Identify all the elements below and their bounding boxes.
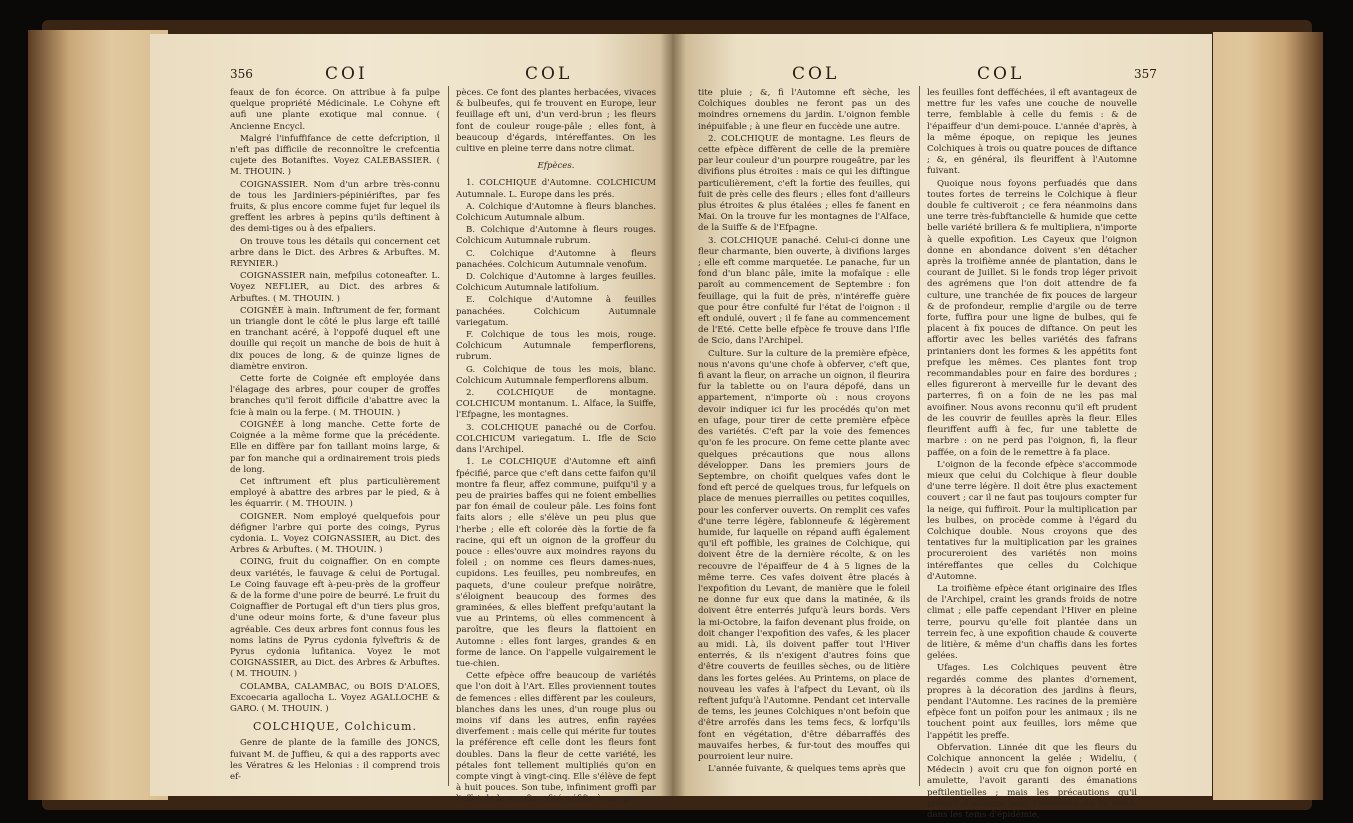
species-item: 1. COLCHIQUE d'Automne. COLCHICUM Autumnale. L. Europe dans les prés. — [456, 178, 656, 200]
right-page — [672, 34, 1212, 820]
column-rule — [448, 86, 449, 786]
species-item: E. Colchique d'Automne à feuilles panachées. Colchicum Autumnale variegatum. — [456, 295, 656, 328]
left-page-edges — [28, 30, 168, 800]
entry-paragraph: L'année fuivante, & quelques tems après que — [708, 764, 906, 775]
column-rule — [919, 86, 920, 786]
right-page-number: 357 — [1134, 67, 1157, 81]
left-page — [150, 34, 672, 805]
left-column-1 — [230, 88, 440, 784]
entry-paragraph: COIGNÉE à long manche. Cette forte de Coignée a la même forme que la précédente. Elle en diffère par fon taillant moins large, & par fon manche qui a ordinairement trois pieds de long. — [230, 419, 440, 475]
species-item: 3. COLCHIQUE panaché ou de Corfou. COLCHICUM variegatum. L. Ifle de Scio dans l'Archipel. — [456, 422, 656, 456]
entry-paragraph: COIGNASSIER nain, mefpilus cotoneafter. L. Voyez NEFLIER, au Dict. des arbres & Arbuftes. ( M. THOUIN. ) — [230, 271, 440, 304]
entry-paragraph: COIGNER. Nom employé quelquefois pour défigner l'arbre qui porte des coings, Pyrus cydonia. L. Voyez COIGNASSIER, au Dict. des Arbres & Arbuftes. ( M. THOUIN. ) — [230, 511, 440, 556]
right-running-head-2: COL — [977, 64, 1025, 84]
especes-heading: Efpèces. — [537, 161, 575, 172]
entry-paragraph: 2. COLCHIQUE de montagne. Les fleurs de cette efpèce diffèrent de celle de la première par leur couleur d'un pourpre rougeâtre, par les divifions plus étroites : mais ce qui les diftingue particulièrement, c'eft la fortie des feuilles, qui fuit de près celle des fleurs ; elles font d'ailleurs plus étroites & plus étalées ; elles fe fanent en Mai. On la trouve fur les montagnes de l'Alface, de la Suiffe & de l'Efpagne. — [698, 133, 910, 234]
entry-paragraph: Cet inftrument eft plus particulièrement employé à abattre des arbres par le pied, & à les équarrir. ( M. THOUIN. ) — [230, 476, 440, 510]
entry-paragraph: 3. COLCHIQUE panaché. Celui-ci donne une fleur charmante, bien ouverte, à divifions larges ; elle eft comme marquetée. Le panache, fur un fond d'un blanc pâle, imite la mofaïque : elle paroît au commencement de Septembre : fon feuillage, qui la fuit de près, n'intéreffe guère que pour être confulté fur l'état de l'oignon : il eft ondulé, ouvert ; il fe fane au commencement de l'Eté. Cette belle efpèce fe trouve dans l'Ifle de Scio, dans l'Archipel. — [698, 235, 910, 347]
species-item: D. Colchique d'Automne à larges feuilles. Colchicum Autumnale latifolium. — [456, 272, 656, 294]
entry-paragraph: COIGNASSIER. Nom d'un arbre très-connu de tous les Jardiniers-pépiniériftes, par fes fruits, & plus encore comme fujet fur lequel ils greffent les arbres à pepins qu'ils deftinent à des demi-tiges ou à des efpaliers. — [230, 179, 440, 235]
entry-paragraph: feaux de fon écorce. On attribue à fa pulpe quelque propriété Médicinale. Le Cohyne eft aufi une plante exotique mal connue. ( Ancienne Encycl. — [230, 88, 440, 132]
right-page-edges — [1213, 32, 1323, 800]
entry-paragraph: tite pluie ; &, fi l'Automne eft sèche, les Colchiques doubles ne feront pas un des moindres ornemens du jardin. L'oignon femble inépuifable ; à une fleur en fuccède une autre. — [698, 88, 910, 132]
species-item: C. Colchique d'Automne à fleurs panachées. Colchicum Autumnale venofum. — [456, 248, 656, 270]
entry-paragraph: L'oignon de la feconde efpèce s'accommode mieux que celui du Colchique à fleur double d'une terre légère. Il doit être plus exactement couvert ; car il ne faut pas toujours compter fur la neige, qui fuffiroit. Pour la multiplication par les bulbes, on procède comme à l'égard du Colchique double. Nous croyons que des tentatives fur la multiplication par les graines procureroient des variétés non moins intéreffantes que celles du Colchique d'Automne. — [927, 459, 1137, 582]
entry-paragraph: Cette forte de Coignée eft employée dans l'élagage des arbres, pour couper de groffes branches qu'il feroit difficile d'abattre avec la fcie à main ou la ferpe. ( M. THOUIN. ) — [230, 374, 440, 418]
species-item: A. Colchique d'Automne à fleurs blanches. Colchicum Autumnale album. — [456, 201, 656, 224]
entry-paragraph: COING, fruit du coignaffier. On en compte deux variétés, le fauvage & celui de Portugal. Le Coing fauvage eft à-peu-près de la groffeur & de la forme d'une poire de beurré. Le fruit du Coignaffier de Portugal eft d'un tiers plus gros, d'une odeur moins forte, & d'une faveur plus agréable. Ces deux arbres font connus fous les noms latins de Pyrus cydonia fylveftris & de Pyrus cydonia lufitanica. Voyez le mot COIGNASSIER, au Dict. des Arbres & Arbuftes. ( M. THOUIN. ) — [230, 557, 440, 680]
entry-paragraph: les feuilles font defféchées, il eft avantageux de mettre fur les vafes une couche de nouvelle terre, femblable à celle du femis : & de l'épaiffeur d'un demi-pouce. L'année d'après, à la même époque, on repique les jeunes Colchiques à trois ou quatre pouces de diftance ; &, en général, ils fleuriffent à l'Automne fuivant. — [927, 88, 1137, 177]
entry-paragraph: Genre de plante de la famille des JONCS, fuivant M. de Juffieu, & qui a des rapports avec les Vératres & les Helonias : il comprend trois ef- — [230, 738, 440, 782]
right-column-2 — [927, 88, 1137, 822]
species-item: 2. COLCHIQUE de montagne. COLCHICUM montanum. L. Alface, la Suiffe, l'Efpagne, les montagnes. — [456, 388, 656, 421]
entry-paragraph: COIGNÉE à main. Inftrument de fer, formant un triangle dont le côté le plus large eft taillé en tranchant acéré, à l'oppofé duquel eft une douille qui reçoit un manche de bois de huit à dix pouces de long, & de quinze lignes de diamètre environ. — [230, 305, 440, 372]
colchique-title: COLCHIQUE, Colchicum. — [253, 720, 417, 734]
right-column-1 — [698, 88, 910, 776]
entry-paragraph: 1. Le COLCHIQUE d'Automne eft ainfi fpécifié, parce que c'eft dans cette faifon qu'il montre fa fleur, affez commune, puifqu'il y a peu de prairies baffes qui ne foient embellies par fon émail de couleur pâle. Les foins font faits alors ; elle s'élève un peu plus que l'herbe ; elle eft colorée dès la fortie de fa racine, qui eft un oignon de la groffeur du pouce : elles'ouvre aux moindres rayons du foleil ; on nomme ces fleurs dames-nues, cupidons. Les feuilles, peu nombreufes, en paquets, d'une couleur prefque noirâtre, s'éloignent beaucoup des formes des graminées, & elles bleffent prefqu'autant la vue au Printems, où elles commencent à paroître, que les fleurs la flattoient en Automne : elles font larges, grandes & en forme de lance. On l'appelle vulgairement le tue-chien. — [456, 457, 656, 669]
entry-paragraph: pèces. Ce font des plantes herbacées, vivaces & bulbeufes, qui fe trouvent en Europe, leur feuillage eft uni, d'un verd-brun ; les fleurs font de couleur rouge-pâle ; elles font, à beaucoup d'égards, intéreffantes. On les cultive en pleine terre dans notre climat. — [456, 88, 656, 155]
species-item: G. Colchique de tous les mois, blanc. Colchicum Autumnale femperflorens album. — [456, 364, 656, 386]
entry-paragraph: Culture. Sur la culture de la première efpèce, nous n'avons qu'une chofe à obferver, c'eft que, fi avant la fleur, on arrache un oignon, il fleurira fur la tablette ou on l'aura dépofé, dans un appartement, n'importe où : nous croyons devoir indiquer ici fur les procédés qu'on met en ufage, pour tirer de cette première efpèce des variétés. C'eft par la voie des femences qu'on fe les procure. On feme cette plante avec quelques précautions que nous allons développer. Dans les premiers jours de Septembre, on choifit quelques vafes dont le fond eft percé de quelques trous, fur lefquels on place de menues pierrailles ou petites coquilles, pour les conferver ouverts. On remplit ces vafes d'une terre légère, fablonneufe & légèrement humide, fur laquelle on répand auffi également qu'il eft poffible, les graines de Colchique, qui doivent être de la dernière récolte, & on les recouvre de l'épaiffeur de 4 à 5 lignes de la même terre. Ces vafes doivent être placés à l'expofition du Levant, de manière que le foleil ne donne fur eux que dans la matinée, & ils doivent être enterrés jufqu'à leurs bords. Vers la mi-Octobre, la faifon devenant plus froide, on doit changer l'expofition des vafes, & les placer au midi. Là, ils doivent paffer tout l'Hiver enterrés, & ils n'exigent d'autres foins que d'être couverts de feuilles sèches, ou de litière dans les fortes gelées. Au Printems, on place de nouveau les vafes à l'afpect du Levant, où ils reftent jufqu'à l'Automne. Pendant cet intervalle de tems, les jeunes Colchiques n'ont befoin que d'être arrofés dans les tems fecs, & lorfqu'ils font en végétation, d'être débarraffés des mauvaifes herbes, & fur-tout des mouffes qui pourroient leur nuire. — [698, 348, 910, 762]
left-running-head-1: COI — [325, 64, 368, 84]
right-running-head-1: COL — [792, 64, 840, 84]
book-gutter — [660, 34, 686, 796]
left-running-head-2: COL — [525, 64, 573, 84]
left-column-2 — [456, 88, 656, 807]
entry-paragraph: Malgré l'infuffifance de cette defcription, il n'eft pas difficile de reconnoître le crefcentia cujete des Botaniftes. Voyez CALEBASSIER. ( M. THOUIN. ) — [230, 133, 440, 178]
entry-paragraph: Ufages. Les Colchiques peuvent être regardés comme des plantes d'ornement, propres à la décoration des jardins à fleurs, pendant l'Automne. Les racines de la première efpèce font un poifon pour les animaux ; ils ne touchent point aux feuilles, lors même que l'appétit les preffe. — [927, 663, 1137, 741]
left-page-number: 356 — [230, 67, 253, 81]
entry-paragraph: La troifième efpèce étant originaire des Ifles de l'Archipel, craint les grands froids de notre climat ; elle paffe cependant l'Hiver en pleine terre, pourvu qu'elle foit plantée dans un terrein fec, à une expofition chaude & couverte de litière, & même d'un chaffis dans les fortes gelées. — [927, 583, 1137, 662]
entry-paragraph: On trouve tous les détails qui concernent cet arbre dans le Dict. des Arbres & Arbuftes. M. REYNIER.) — [230, 236, 440, 270]
entry-paragraph: Cette efpèce offre beaucoup de variétés que l'on doit à l'Art. Elles proviennent toutes de femences : elles diffèrent par les couleurs, blanches dans les unes, d'un rouge plus ou moins vif dans les autres, enfin rayées diverfement : mais celle qui mérite fur toutes la préférence eft celle dont les fleurs font doubles. Dans la fleur de cette variété, les pétales font tellement multipliés qu'on en compte vingt à vingt-cinq. Elle s'élève de fept à huit pouces. Son tube, infiniment groffi par l'effet de la monftruofité, réfifte à une pe- — [456, 671, 656, 805]
entry-paragraph: COLAMBA, CALAMBAC, ou BOIS D'ALOES, Excoecaria agallocha L. Voyez AGALLOCHE & GARO. ( M. THOUIN. ) — [230, 681, 440, 714]
entry-paragraph: Obfervation. Linnée dit que les fleurs du Colchique annoncent la gelée ; Wideliu, ( Médecin ) avoit cru que fon oignon porté en amulette, l'avoit garanti des émanations peftilentielles ; mais les précautions qu'il prenoit d'ailleurs pour l'entretien de fa fanté, dans les tems d'épidémie, — [927, 742, 1137, 820]
species-item: B. Colchique d'Automne à fleurs rouges. Colchicum Autumnale rubrum. — [456, 225, 656, 247]
entry-paragraph: Quoique nous foyons perfuadés que dans toutes fortes de terreins le Colchique à fleur double fe cultiveroit ; ce fera néanmoins dans une terre très-fubftancielle & humide que cette belle variété brillera & fe multipliera, n'importe à quelle expofition. Les Cayeux que l'oignon donne en abondance doivent s'en détacher après la troifième année de plantation, dans le courant de Juillet. Si le fonds trop léger privoit des agrémens que l'on doit attendre de fa culture, une tranchée de fix pouces de largeur & de profondeur, remplie d'argile ou de terre forte, fuffira pour une ligne de bulbes, qui fe placent à fix pouces de diftance. On peut les affortir avec les belles variétés des fafrans printaniers dont les formes & les appétits font prefque les mêmes. Ces plantes font trop recommandables pour en faire des bordures ; elles figureront à merveille fur le devant des parterres, fi on a foin de ne les pas mal avoifiner. Nous avons reconnu qu'il eft prudent de les couvrir de feuilles après la fleur. Elles fleuriffent auffi à fec, fur une tablette de marbre : on ne perd pas l'oignon, fi, la fleur paffée, on a foin de le remettre à fa place. — [927, 178, 1137, 458]
species-item: F. Colchique de tous les mois, rouge. Colchicum Autumnale femperflorens, rubrum. — [456, 330, 656, 363]
